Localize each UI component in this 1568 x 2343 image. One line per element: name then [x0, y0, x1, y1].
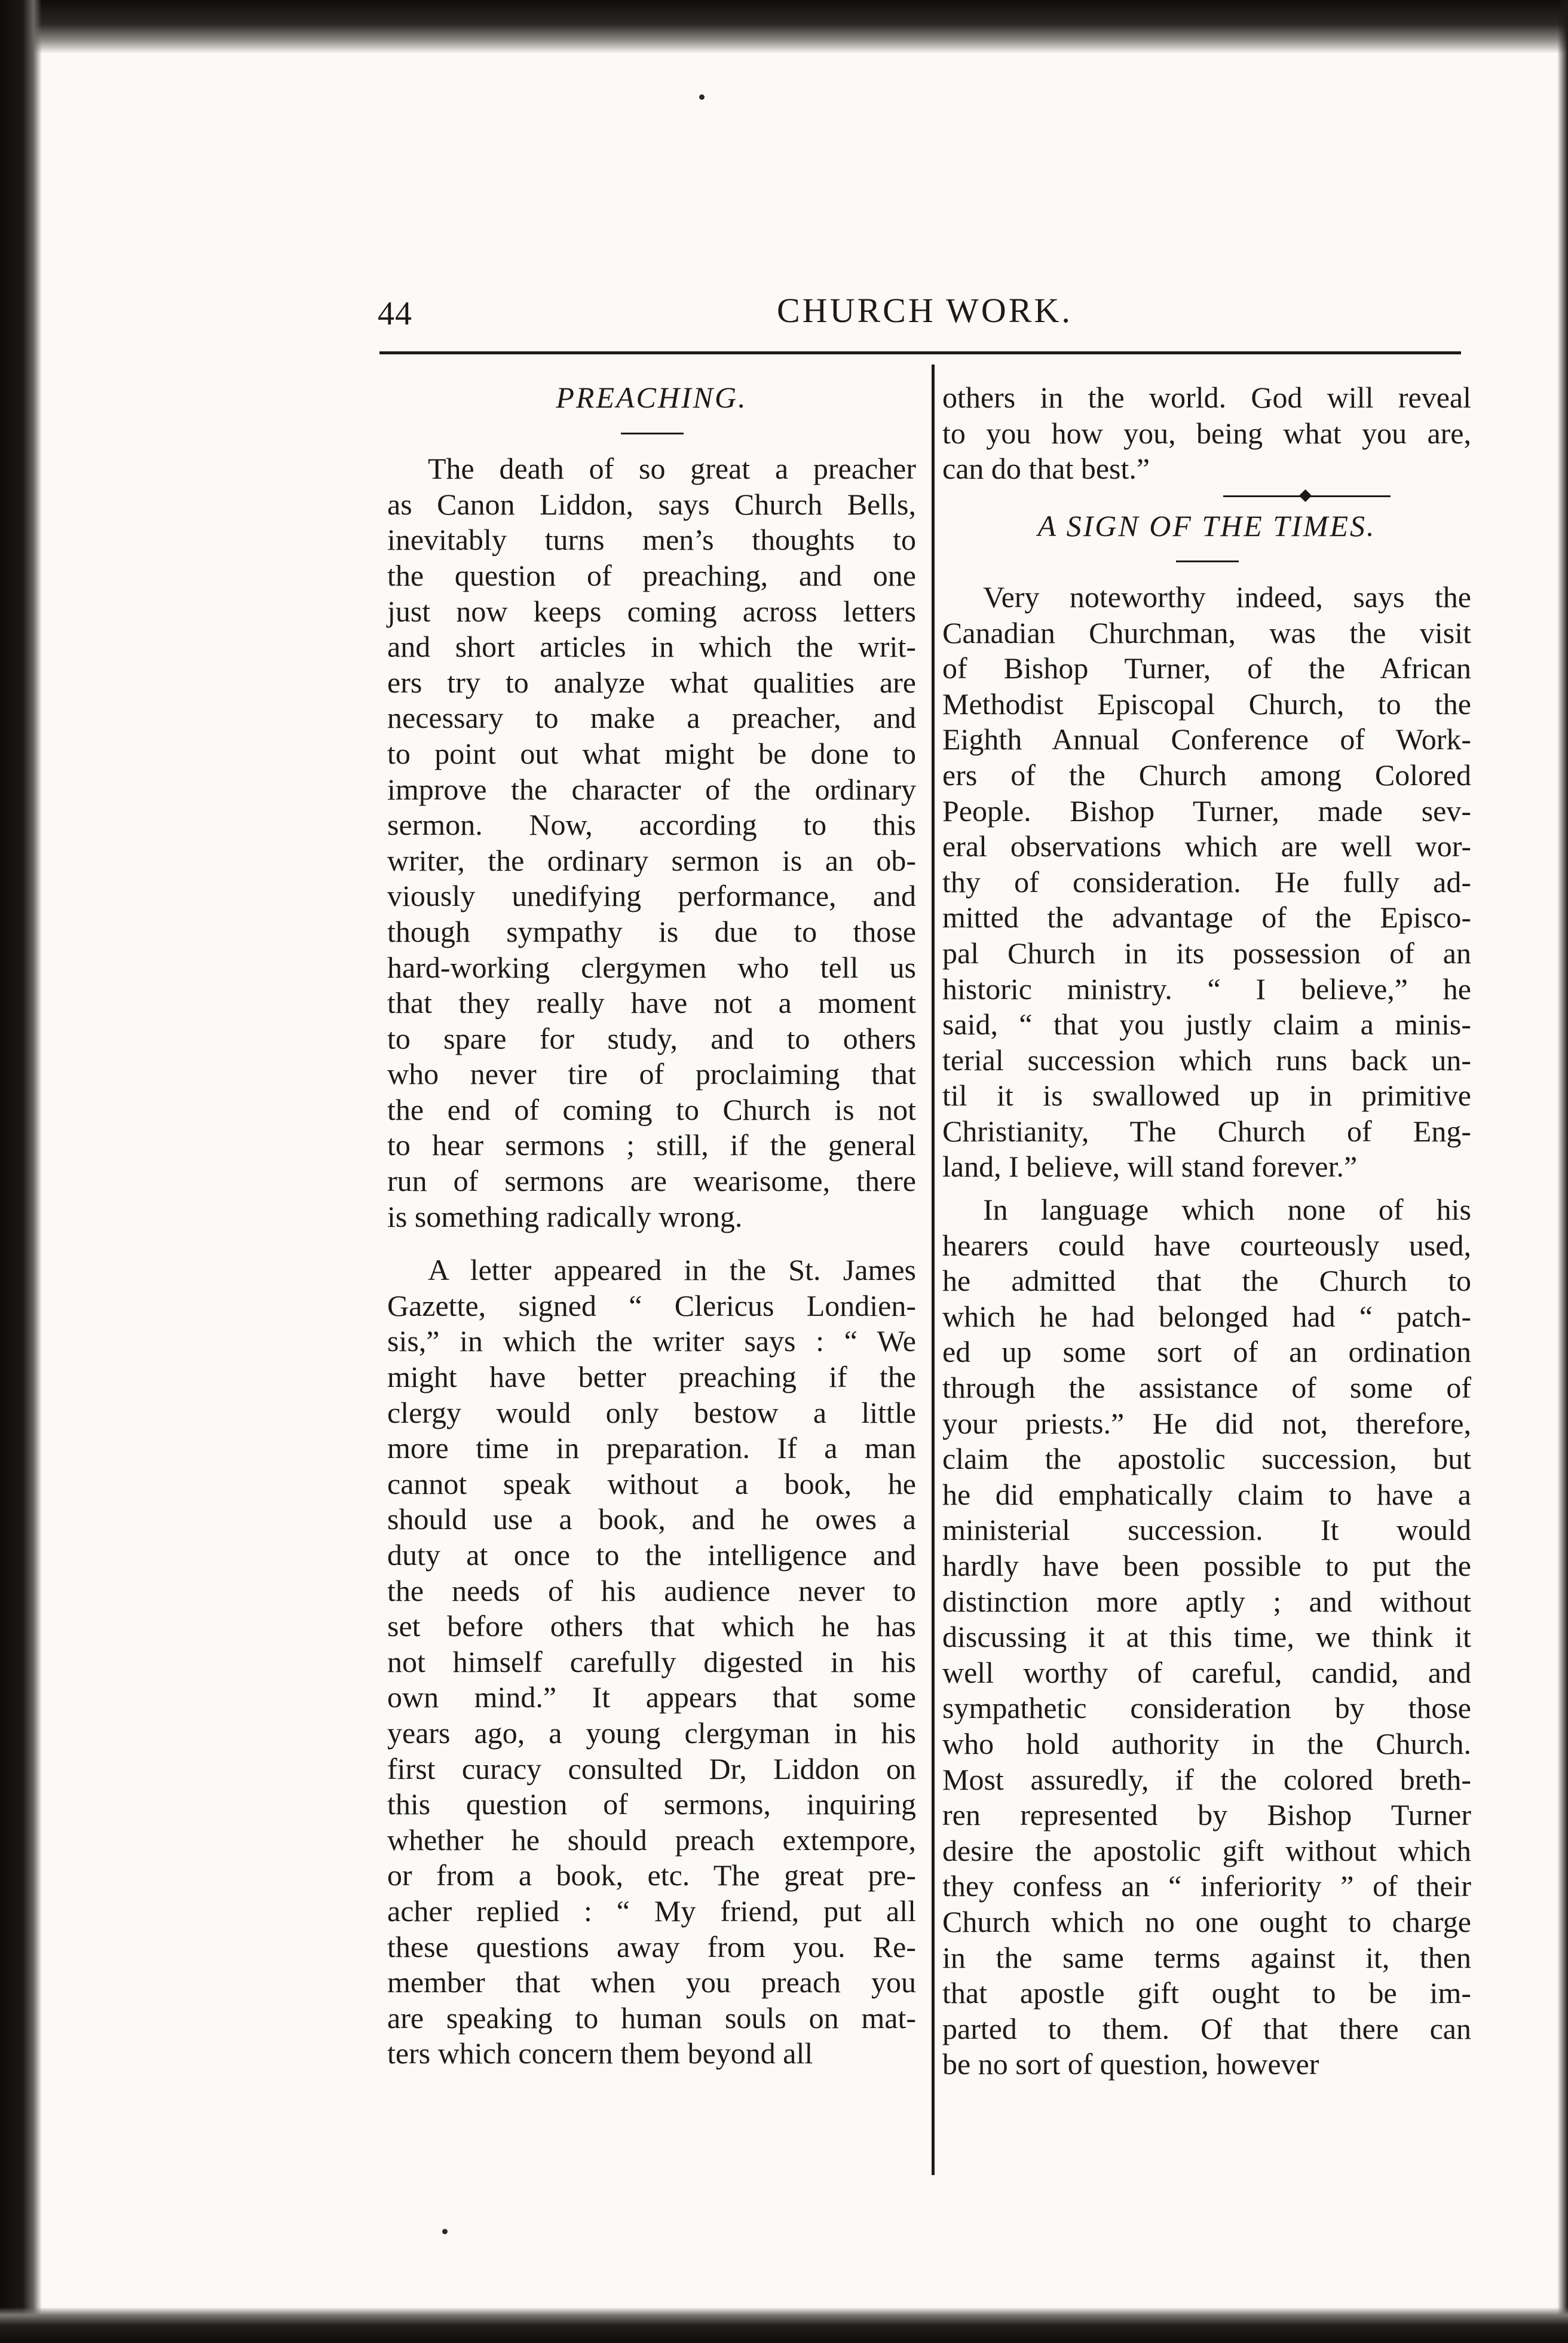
- text-line: be no sort of question, however: [942, 2047, 1319, 2081]
- text-line: discussing it at this time, we think it: [942, 1620, 1471, 1654]
- diamond-rule: [942, 487, 1471, 509]
- text-line: mitted the advantage of the Episco-: [942, 901, 1471, 935]
- text-line: this question of sermons, inquiring: [387, 1787, 916, 1821]
- text-line: Eighth Annual Conference of Work-: [942, 722, 1471, 757]
- text-line: ministerial succession. It would: [942, 1513, 1471, 1547]
- text-line: these questions away from you. Re-: [387, 1929, 916, 1964]
- page-number: 44: [378, 295, 412, 332]
- text-line: in the same terms against it, then: [942, 1940, 1471, 1974]
- text-line: A letter appeared in the St. James: [428, 1253, 916, 1287]
- text-line: the end of coming to Church is not: [387, 1092, 916, 1126]
- text-line: to point out what might be done to: [387, 736, 916, 770]
- text-line: member that when you preach you: [387, 1965, 916, 1999]
- section-title-preaching: PREACHING.: [556, 381, 748, 414]
- text-line: hard-working clergymen who tell us: [387, 950, 916, 984]
- text-line: he admitted that the Church to: [942, 1264, 1471, 1298]
- text-line: the question of preaching, and one: [387, 558, 916, 592]
- text-line: historic ministry. “ I believe,” he: [942, 972, 1471, 1006]
- ink-speck: [699, 94, 705, 100]
- scan-border-top: [0, 0, 1568, 54]
- text-line: Methodist Episcopal Church, to the: [942, 687, 1471, 721]
- text-line: and short articles in which the writ-: [387, 630, 916, 664]
- text-line: that apostle gift ought to be im-: [942, 1976, 1471, 2010]
- text-line: Very noteworthy indeed, says the: [983, 580, 1471, 614]
- text-line: though sympathy is due to those: [387, 914, 916, 948]
- text-line: cannot speak without a book, he: [387, 1466, 916, 1500]
- text-line: should use a book, and he owes a: [387, 1502, 916, 1536]
- text-line: is something radically wrong.: [387, 1199, 743, 1233]
- text-line: acher replied : “ My friend, put all: [387, 1894, 916, 1928]
- text-line: might have better preaching if the: [387, 1360, 916, 1394]
- text-line: desire the apostolic gift without which: [942, 1833, 1471, 1867]
- text-line: Most assuredly, if the colored breth-: [942, 1762, 1471, 1796]
- text-line: which he had belonged had “ patch-: [942, 1299, 1471, 1333]
- text-line: parted to them. Of that there can: [942, 2011, 1471, 2045]
- text-line: well worthy of careful, candid, and: [942, 1655, 1471, 1689]
- text-line: clergy would only bestow a little: [387, 1395, 916, 1429]
- text-line: run of sermons are wearisome, there: [387, 1164, 916, 1198]
- text-line: inevitably turns men’s thoughts to: [387, 523, 916, 557]
- header-rule: [379, 351, 1461, 354]
- text-line: just now keeps coming across letters: [387, 594, 916, 628]
- text-line: they confess an “ inferiority ” of their: [942, 1869, 1471, 1903]
- title-rule: [387, 416, 916, 452]
- text-line: Christianity, The Church of Eng-: [942, 1114, 1471, 1148]
- text-line: to you how you, being what you are,: [942, 416, 1471, 450]
- text-line: can do that best.”: [942, 452, 1150, 486]
- sign-paragraph-1: [942, 580, 1471, 1185]
- preaching-paragraph-1: [387, 451, 916, 1235]
- text-line: set before others that which he has: [387, 1609, 916, 1643]
- text-line: hearers could have courteously used,: [942, 1228, 1471, 1262]
- preaching-paragraph-2: [387, 1252, 916, 2072]
- ink-speck: [442, 2229, 448, 2234]
- column-divider: [932, 365, 935, 2175]
- scan-border-bottom: [0, 2307, 1568, 2343]
- text-line: ers of the Church among Colored: [942, 758, 1471, 792]
- text-line: as Canon Liddon, says Church Bells,: [387, 487, 916, 521]
- text-line: thy of consideration. He fully ad-: [942, 865, 1471, 899]
- text-line: that they really have not a moment: [387, 986, 916, 1020]
- text-line: In language which none of his: [983, 1193, 1471, 1227]
- section-title-sign-of-the-times: A SIGN OF THE TIMES.: [1037, 509, 1376, 543]
- text-line: your priests.” He did not, therefore,: [942, 1406, 1471, 1440]
- text-line: pal Church in its possession of an: [942, 936, 1471, 970]
- text-line: who hold authority in the Church.: [942, 1726, 1471, 1760]
- scan-border-left: [0, 0, 42, 2343]
- text-line: sermon. Now, according to this: [387, 808, 916, 842]
- text-line: hardly have been possible to put the: [942, 1549, 1471, 1582]
- text-line: or from a book, etc. The great pre-: [387, 1858, 916, 1892]
- text-line: not himself carefully digested in his: [387, 1644, 916, 1679]
- text-line: land, I believe, will stand forever.”: [942, 1150, 1358, 1184]
- text-line: to hear sermons ; still, if the general: [387, 1128, 916, 1162]
- right-column: [942, 380, 1471, 2082]
- preaching-continuation: [942, 380, 1471, 487]
- text-line: til it is swallowed up in primitive: [942, 1079, 1471, 1113]
- text-line: writer, the ordinary sermon is an ob-: [387, 843, 916, 877]
- text-line: who never tire of proclaiming that: [387, 1057, 916, 1091]
- paragraph-gap: [942, 1185, 1471, 1192]
- text-line: sis,” in which the writer says : “ We: [387, 1324, 916, 1358]
- text-line: People. Bishop Turner, made sev-: [942, 794, 1471, 828]
- paragraph-gap: [387, 1235, 916, 1252]
- text-line: necessary to make a preacher, and: [387, 701, 916, 735]
- text-line: own mind.” It appears that some: [387, 1680, 916, 1714]
- text-line: improve the character of the ordinary: [387, 772, 916, 806]
- sign-paragraph-2: [942, 1192, 1471, 2082]
- text-line: ed up some sort of an ordination: [942, 1335, 1471, 1369]
- text-line: duty at once to the intelligence and: [387, 1538, 916, 1572]
- text-line: to spare for study, and to others: [387, 1021, 916, 1055]
- scan-border-right: [1557, 0, 1568, 2343]
- text-line: distinction more aptly ; and without: [942, 1584, 1471, 1618]
- text-line: of Bishop Turner, of the African: [942, 651, 1471, 685]
- text-line: ters which concern them beyond all: [387, 2036, 813, 2071]
- text-line: first curacy consulted Dr, Liddon on: [387, 1751, 916, 1785]
- text-line: Gazette, signed “ Clericus Londien-: [387, 1288, 916, 1322]
- text-line: claim the apostolic succession, but: [942, 1442, 1471, 1476]
- running-head: CHURCH WORK.: [777, 291, 1073, 330]
- text-line: the needs of his audience never to: [387, 1573, 916, 1607]
- left-column: [387, 380, 916, 2072]
- text-line: The death of so great a preacher: [428, 452, 916, 486]
- text-line: viously unedifying performance, and: [387, 879, 916, 913]
- text-line: terial succession which runs back un-: [942, 1043, 1471, 1077]
- text-line: said, “ that you justly claim a minis-: [942, 1007, 1471, 1042]
- text-line: more time in preparation. If a man: [387, 1431, 916, 1465]
- title-rule: [942, 544, 1471, 580]
- text-line: ren represented by Bishop Turner: [942, 1798, 1471, 1832]
- text-line: he did emphatically claim to have a: [942, 1477, 1471, 1511]
- text-line: others in the world. God will reveal: [942, 381, 1471, 414]
- text-line: Canadian Churchman, was the visit: [942, 615, 1471, 650]
- text-line: Church which no one ought to charge: [942, 1904, 1471, 1938]
- text-line: eral observations which are well wor-: [942, 829, 1471, 863]
- text-line: are speaking to human souls on mat-: [387, 2001, 916, 2035]
- text-line: sympathetic consideration by those: [942, 1691, 1471, 1725]
- text-line: ers try to analyze what qualities are: [387, 665, 916, 699]
- text-line: through the assistance of some of: [942, 1371, 1471, 1405]
- text-line: years ago, a young clergyman in his: [387, 1716, 916, 1750]
- text-line: whether he should preach extempore,: [387, 1823, 916, 1857]
